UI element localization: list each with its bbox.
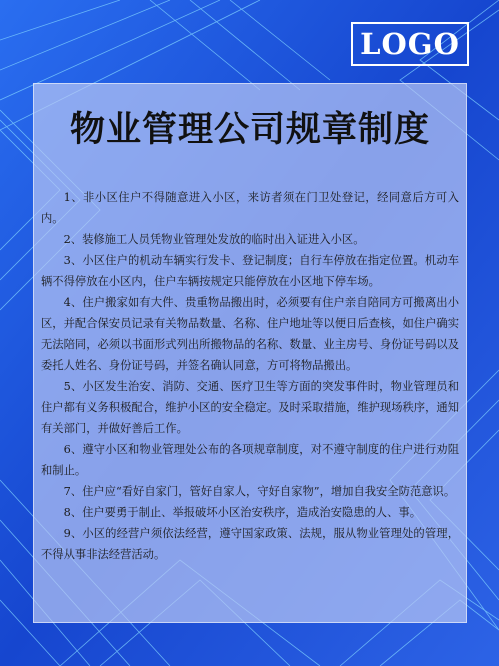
content-card (33, 83, 467, 623)
rule-item: 8、住户要勇于制止、举报破坏小区治安秩序，造成治安隐患的人、事。 (63, 506, 421, 519)
rule-item: 6、遵守小区和物业管理处公布的各项规章制度，对不遵守制度的住户进行劝阻和制止。 (41, 443, 459, 477)
rule-item: 3、小区住户的机动车辆实行发卡、登记制度；自行车停放在指定位置。机动车辆不得停放在小区内，住户车辆按规定只能停放在小区地下停车场。 (41, 254, 459, 288)
rules-list (41, 187, 459, 565)
page-title: 物业管理公司规章制度 (69, 109, 430, 150)
rule-item: 1、非小区住户不得随意进入小区，来访者须在门卫处登记，经同意后方可入内。 (41, 191, 459, 225)
rule-item: 5、小区发生治安、消防、交通、医疗卫生等方面的突发事件时，物业管理员和住户都有义务积极配合，维护小区的安全稳定。及时采取措施，维护现场秩序，通知有关部门，并做好善后工作。 (41, 380, 459, 435)
logo-box: LOGO (351, 22, 469, 66)
rule-item: 7、住户应“看好自家门，管好自家人，守好自家物”，增加自我安全防范意识。 (63, 485, 456, 498)
rule-item: 4、住户搬家如有大件、贵重物品搬出时，必须要有住户亲自陪同方可搬离出小区，并配合保安员记录有关物品数量、名称、住户地址等以便日后查核，如住户确实无法陪同，必须以书面形式列出所搬物品的名称、数量、业主房号、身份证号码以及委托人姓名、身份证号码，并签名确认同意，方可将物品搬出。 (41, 296, 459, 372)
rule-item: 2、装修施工人员凭物业管理处发放的临时出入证进入小区。 (63, 233, 365, 246)
rule-item: 9、小区的经营户须依法经营，遵守国家政策、法规，服从物业管理处的管理，不得从事非法经营活动。 (41, 527, 459, 561)
